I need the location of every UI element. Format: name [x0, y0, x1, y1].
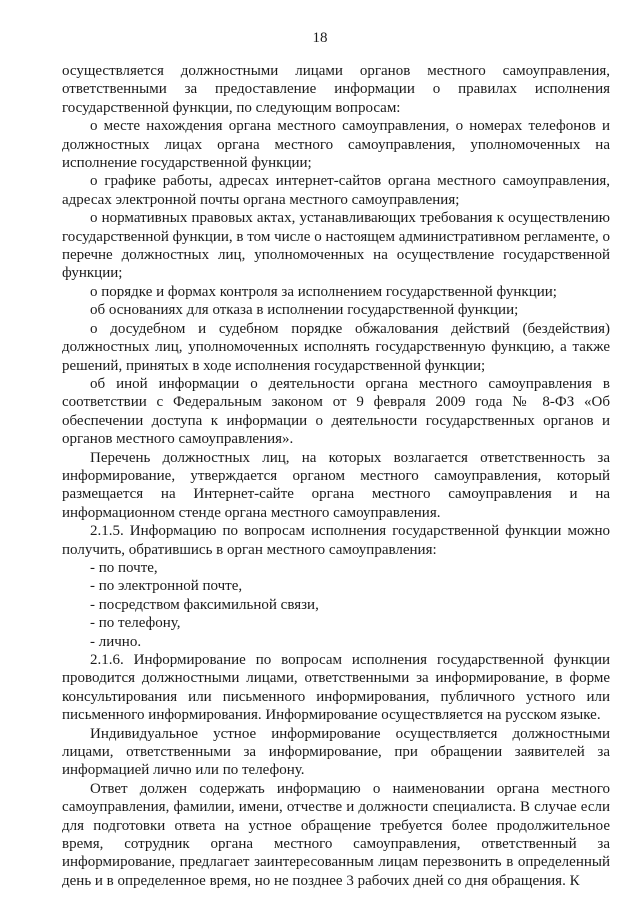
list-item: - посредством факсимильной связи,	[90, 596, 319, 613]
list-item: - лично.	[90, 633, 142, 650]
paragraph-topic-location: о месте нахождения органа местного самоуправления, о номерах телефонов и должностных лицах органа местного самоуправления, уполномоченных на исполнение государственной функции;	[62, 118, 610, 172]
paragraph-2-1-5: 2.1.5. Информацию по вопросам исполнения государственной функции можно получить, обратившись в орган местного самоуправления:	[62, 523, 610, 558]
paragraph-individual-oral: Индивидуальное устное информирование осуществляется должностными лицами, ответственными за информирование, при обращении заявителей за информацией лично или по телефону.	[62, 725, 610, 779]
paragraph-topic-appeal: о досудебном и судебном порядке обжалования действий (бездействия) должностных лиц, уполномоченных исполнять государственную функцию, а также решений, принятых в ходе исполнения государственной функции;	[62, 320, 610, 374]
paragraph-continuation: осуществляется должностными лицами органов местного самоуправления, ответственными за предоставление информации о правилах исполнения государственной функции, по следующим вопросам:	[62, 63, 610, 116]
document-body	[62, 62, 610, 890]
list-item: - по телефону,	[90, 615, 181, 632]
paragraph-topic-schedule: о графике работы, адресах интернет-сайтов органа местного самоуправления, адресах электронной почты органа местного самоуправления;	[62, 173, 610, 208]
list-item: - по почте,	[90, 559, 158, 576]
contact-methods-list	[62, 559, 610, 651]
paragraph-topic-control: о порядке и формах контроля за исполнением государственной функции;	[90, 283, 557, 300]
paragraph-2-1-6: 2.1.6. Информирование по вопросам исполнения государственной функции проводится должностными лицами, ответственными за информирование, в форме консультирования или письменного информирования, публичного устного или письменного информирования. Информирование осуществляется на русском языке.	[62, 652, 610, 724]
page-number: 18	[312, 30, 328, 46]
paragraph-answer-content: Ответ должен содержать информацию о наименовании органа местного самоуправления, фамилии, имени, отчестве и должности специалиста. В случае если для подготовки ответа на устное обращение требуется более продолжительное время, сотрудник органа местного самоуправления, ответственный за информирование, предлагает заинтересованным лицам перезвонить в определенный день и в определенное время, но не позднее 3 рабочих дней со дня обращения. К	[62, 780, 610, 889]
paragraph-responsible-list: Перечень должностных лиц, на которых возлагается ответственность за информирование, утверждается органом местного самоуправления, который размещается на Интернет-сайте органа местного самоуправления и на информационном стенде органа местного самоуправления.	[62, 449, 610, 521]
list-item: - по электронной почте,	[90, 578, 243, 595]
paragraph-topic-refusal: об основаниях для отказа в исполнении государственной функции;	[90, 302, 519, 319]
paragraph-topic-other-info: об иной информации о деятельности органа местного самоуправления в соответствии с Федеральным законом от 9 февраля 2009 года № 8-ФЗ «Об обеспечении доступа к информации о деятельности государственных органов и органов местного самоуправления».	[62, 375, 610, 448]
paragraph-topic-normative-acts: о нормативных правовых актах, устанавливающих требования к осуществлению государственной функции, в том числе о настоящем административном регламенте, о перечне должностных лиц, уполномоченных на осуществление государственной функции;	[62, 210, 610, 282]
